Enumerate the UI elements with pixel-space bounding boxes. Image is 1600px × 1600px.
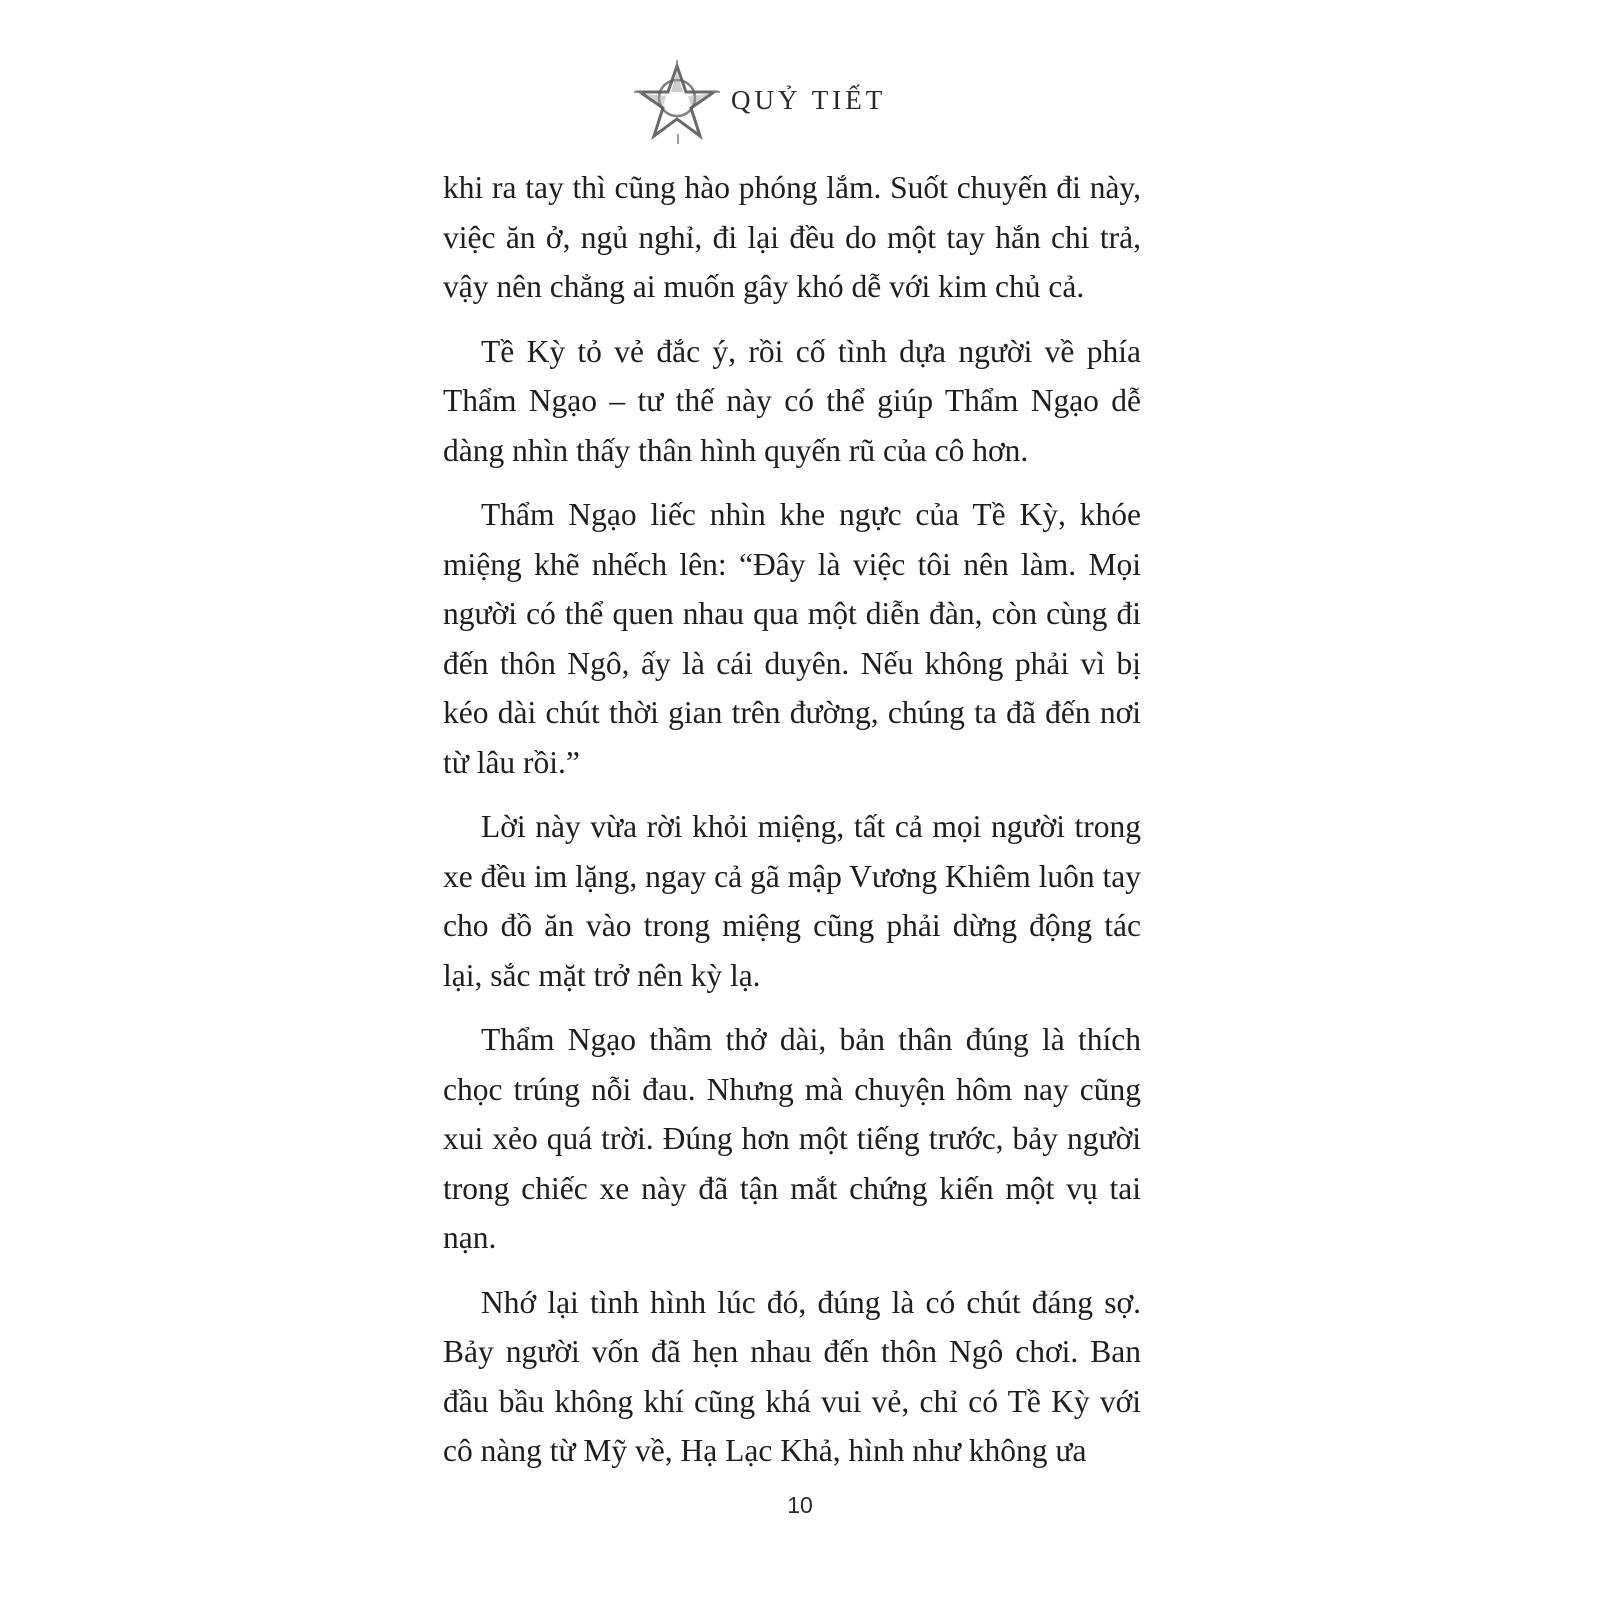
paragraph: Thẩm Ngạo liếc nhìn khe ngực của Tề Kỳ, khóe miệng khẽ nhếch lên: “Đây là việc tôi nên làm. Mọi người có thể quen nhau qua một diễn đàn, còn cùng đi đến thôn Ngô, ấy là cái duyên. Nếu không phải vì bị kéo dài chút thời gian trên đường, chúng ta đã đến nơi từ lâu rồi.” [443, 497, 1141, 780]
page-number: 10 [787, 1492, 813, 1518]
pentagram-icon [632, 58, 722, 148]
paragraph: Tề Kỳ tỏ vẻ đắc ý, rồi cố tình dựa người về phía Thẩm Ngạo – tư thế này có thể giúp Thẩm Ngạo dễ dàng nhìn thấy thân hình quyến rũ của cô hơn. [443, 333, 1141, 468]
paragraph: Lời này vừa rời khỏi miệng, tất cả mọi người trong xe đều im lặng, ngay cả gã mập Vương Khiêm luôn tay cho đồ ăn vào trong miệng cũng phải dừng động tác lại, sắc mặt trở nên kỳ lạ. [443, 809, 1141, 993]
book-title: QUỶ TIẾT [731, 85, 887, 115]
paragraph: khi ra tay thì cũng hào phóng lắm. Suốt chuyến đi này, việc ăn ở, ngủ nghỉ, đi lại đều do một tay hắn chi trả, vậy nên chẳng ai muốn gây khó dễ với kim chủ cả. [443, 170, 1141, 304]
paragraph: Thẩm Ngạo thầm thở dài, bản thân đúng là thích chọc trúng nỗi đau. Nhưng mà chuyện hôm nay cũng xui xẻo quá trời. Đúng hơn một tiếng trước, bảy người trong chiếc xe này đã tận mắt chứng kiến một vụ tai nạn. [443, 1022, 1141, 1255]
running-header [632, 58, 932, 148]
paragraph: Nhớ lại tình hình lúc đó, đúng là có chút đáng sợ. Bảy người vốn đã hẹn nhau đến thôn Ngô chơi. Ban đầu bầu không khí cũng khá vui vẻ, chỉ có Tề Kỳ với cô nàng từ Mỹ về, Hạ Lạc Khả, hình như không ưa [443, 1284, 1141, 1468]
body-text [443, 163, 1141, 1491]
